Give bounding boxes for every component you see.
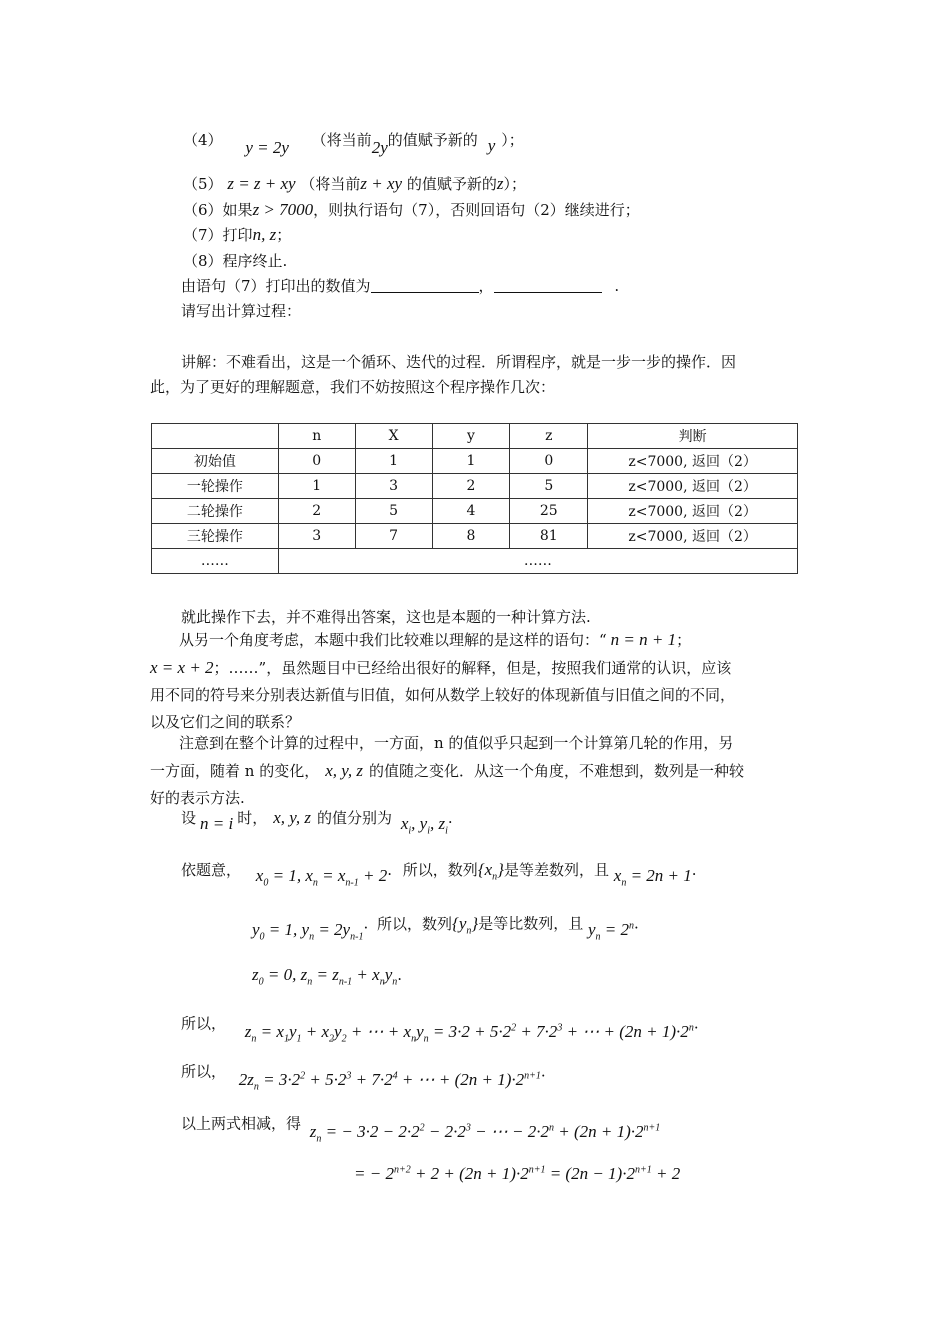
step-4 (183, 130, 524, 157)
sum-formula-1: $z_n = x_1y_1 + x_2y_2$ + ⋯ + $x_ny_n = 3\cdot 2 + 5\cdot 2^2 + 7\cdot 2^3$ + ⋯ + $(2n + 1)\cdot 2^n$ (244, 1021, 694, 1045)
step-note: （将当前 (300, 175, 361, 193)
step-text: 打印 (222, 226, 253, 244)
x-formula: $x_n = 2n + 1$ (613, 866, 692, 889)
sequence-y: $\{y_n\}$ (452, 913, 479, 937)
table-cell: 1 (278, 474, 355, 499)
sum-line-2: 所以， $2z_n = 3\cdot 2^2 + 5\cdot 2^3 + 7\cdot 2^4$ + ⋯ + $(2n + 1)\cdot 2^{n+1}$. (181, 1062, 546, 1093)
sum-line-1: 所以， $z_n = x_1y_1 + x_2y_2$ + ⋯ + $x_ny_n = 3\cdot 2 + 5\cdot 2^2 + 7\cdot 2^3$ + ⋯ + $(2n + 1)\cdot 2^n$. (181, 1014, 699, 1045)
para-text: 是等差数列，且 (503, 861, 609, 879)
step-note: ）； (503, 175, 527, 193)
answer-prompt (181, 276, 619, 296)
header-cell: 判断 (588, 424, 798, 449)
step-note-math: z (496, 174, 504, 193)
table-cell: 3 (278, 524, 355, 549)
table-row (152, 549, 798, 574)
para-text: 设 (181, 809, 197, 827)
table-cell: 0 (278, 449, 355, 474)
table-cell: 5 (510, 474, 588, 499)
sum-formula-2: $2z_n = 3\cdot 2^2 + 5\cdot 2^3 + 7\cdot 2^4$ + ⋯ + $(2n + 1)\cdot 2^{n+1}$ (238, 1069, 541, 1093)
table-cell: 2 (278, 499, 355, 524)
step-condition: z > 7000 (252, 200, 314, 219)
table-cell: 二轮操作 (152, 499, 279, 524)
step-note-math: z + xy (360, 174, 403, 193)
table-cell: 4 (432, 499, 510, 524)
para-text: 所以，数列 (377, 914, 453, 933)
step-number: （5） (183, 175, 223, 193)
table-cell: 1 (355, 449, 432, 474)
para-text: ；……”，虽然题目中已经给出很好的解释，但是，按照我们通常的认识，应该 (213, 659, 732, 677)
table-cell: 一轮操作 (152, 474, 279, 499)
operations-table (151, 423, 798, 574)
step-note: （将当前 (311, 131, 372, 149)
header-cell: X (355, 424, 432, 449)
table-cell: 初始值 (152, 449, 279, 474)
paragraph-3 (150, 730, 810, 812)
para-text: 的值随之变化．从这一个角度，不难想到，数列是一种较 (368, 762, 744, 780)
step-note: ）； (501, 131, 524, 149)
para-text: 时， (237, 809, 268, 827)
table-cell: 三轮操作 (152, 524, 279, 549)
para-text: 以上两式相减，得 (181, 1114, 302, 1133)
table-header-row (152, 424, 798, 449)
table-row (152, 474, 798, 499)
ask-line: 请写出计算过程： (181, 302, 302, 320)
para-text: 用不同的符号来分别表达新值与旧值，如何从数学上较好的体现新值与旧值之间的不同， (150, 686, 736, 704)
step-note: 的值赋予新的 (387, 131, 478, 149)
step-number: （7） (183, 226, 223, 244)
para-math: x, y, z (325, 761, 363, 780)
header-cell: n (278, 424, 355, 449)
para-text: 的值分别为 (317, 809, 393, 827)
para-text: 依题意， (181, 861, 242, 879)
step-vars: n, z (252, 225, 277, 244)
step-number: （6） (183, 201, 223, 219)
x-recurrence: $x_0 = 1$, $x_n = x_{n-1} + 2$ (255, 866, 388, 889)
para-text: 一方面，随着 n 的变化， (150, 762, 320, 780)
para-text: 所以， (181, 1014, 227, 1033)
sequence-x: $\{x_n\}$ (477, 860, 504, 883)
step-text: ； (276, 226, 292, 244)
step-7 (183, 225, 291, 245)
prompt-separator: ， (478, 277, 494, 295)
step-number: （8） (183, 252, 223, 270)
y-recurrence: $y_0 = 1$, $y_n = 2y_{n-1}$ (252, 919, 364, 943)
para-math: n = i (200, 814, 234, 833)
para-text: 以及它们之间的联系？ (150, 713, 301, 731)
para-text: 好的表示方法. (150, 789, 245, 807)
table-row (152, 499, 798, 524)
table-cell: 1 (432, 449, 510, 474)
step-text: 程序终止. (222, 252, 288, 270)
table-cell: …… (152, 549, 279, 574)
prompt-text: 由语句（7）打印出的数值为 (181, 277, 371, 295)
step-note: 的值赋予新的 (406, 175, 497, 193)
para-math: x, y, z (273, 808, 312, 827)
table-row (152, 524, 798, 549)
table-cell: z<7000, 返回（2） (588, 474, 798, 499)
table-cell: 5 (355, 499, 432, 524)
step-expression: y = 2y (245, 138, 289, 157)
table-cell: 0 (510, 449, 588, 474)
derivation-z: $z_0 = 0$, $z_n = z_{n-1} + x_ny_n$. (252, 965, 403, 988)
step-text: ，则执行语句（7），否则回语句（2）继续进行； (313, 201, 640, 219)
para-text: 所以，数列 (402, 861, 478, 879)
table-cell: 81 (510, 524, 588, 549)
step-note-math: 2y (371, 138, 388, 157)
table-cell: z<7000, 返回（2） (588, 499, 798, 524)
para-math: x = x + 2 (150, 658, 214, 677)
para-text: ； (676, 631, 692, 649)
explain-line-2: 此，为了更好的理解题意，我们不妨按照这个程序操作几次： (150, 378, 556, 396)
table-cell: 8 (432, 524, 510, 549)
explain-line-1: 讲解：不难看出，这是一个循环、迭代的过程．所谓程序，就是一步一步的操作．因 (181, 353, 737, 371)
derivation-x: 依题意， $x_0 = 1$, $x_n = x_{n-1} + 2$. 所以，数列$\{x_n\}$是等差数列，且 $x_n = 2n + 1$. (181, 860, 697, 889)
y-formula: $y_n = 2^n$ (587, 919, 635, 943)
table-cell: 25 (510, 499, 588, 524)
table-cell: 2 (432, 474, 510, 499)
table-cell: …… (278, 549, 797, 574)
table-cell: z<7000, 返回（2） (588, 524, 798, 549)
answer-blank-1[interactable] (371, 278, 479, 293)
table-cell: 7 (355, 524, 432, 549)
answer-blank-2[interactable] (494, 278, 602, 293)
header-cell: z (510, 424, 588, 449)
subtract-line (181, 1110, 661, 1145)
para-text: 所以， (181, 1062, 227, 1081)
paragraph-1: 就此操作下去，并不难得出答案，这也是本题的一种计算方法. (181, 608, 591, 626)
final-line (354, 1160, 680, 1184)
step-text: 如果 (222, 201, 253, 219)
z-recurrence: $z_0 = 0$, $z_n = z_{n-1} + x_ny_n$ (252, 965, 398, 988)
step-5 (183, 174, 526, 194)
definition-line: 设 n = i 时， x, y, z 的值分别为 $x_i$, $y_i$, $z_i$. (181, 808, 453, 837)
prompt-end: . (614, 277, 620, 295)
table-cell: z<7000, 返回（2） (588, 449, 798, 474)
para-text: 是等比数列，且 (478, 914, 584, 933)
table-cell: 3 (355, 474, 432, 499)
step-8 (183, 251, 287, 271)
subtract-formula: $z_n$ = − $3\cdot 2 - 2\cdot 2^2 - 2\cdot 2^3$ − ⋯ − $2\cdot 2^n + (2n + 1)\cdot 2^{n+1}$ (309, 1121, 661, 1145)
para-text: 注意到在整个计算的过程中，一方面，n 的值似乎只起到一个计算第几轮的作用，另 (179, 734, 734, 752)
para-math: n = n + 1 (610, 630, 677, 649)
header-cell: y (432, 424, 510, 449)
step-expression: z = z + xy (227, 174, 296, 193)
paragraph-2 (150, 626, 810, 736)
table-row (152, 449, 798, 474)
final-formula: = − $2^{n+2} + 2 + (2n + 1)\cdot 2^{n+1} = (2n - 1)\cdot 2^{n+1} + 2$ (354, 1163, 681, 1183)
header-cell (152, 424, 279, 449)
step-number: （4） (183, 131, 223, 149)
step-note-math: y (487, 136, 496, 155)
subscript-values: $x_i$, $y_i$, $z_i$ (400, 814, 448, 837)
para-text: 从另一个角度考虑，本题中我们比较难以理解的是这样的语句：“ (179, 631, 607, 649)
step-6 (183, 200, 640, 220)
derivation-y: $y_0 = 1$, $y_n = 2y_{n-1}$. 所以，数列$\{y_n\}$是等比数列，且 $y_n = 2^n$. (252, 913, 639, 943)
